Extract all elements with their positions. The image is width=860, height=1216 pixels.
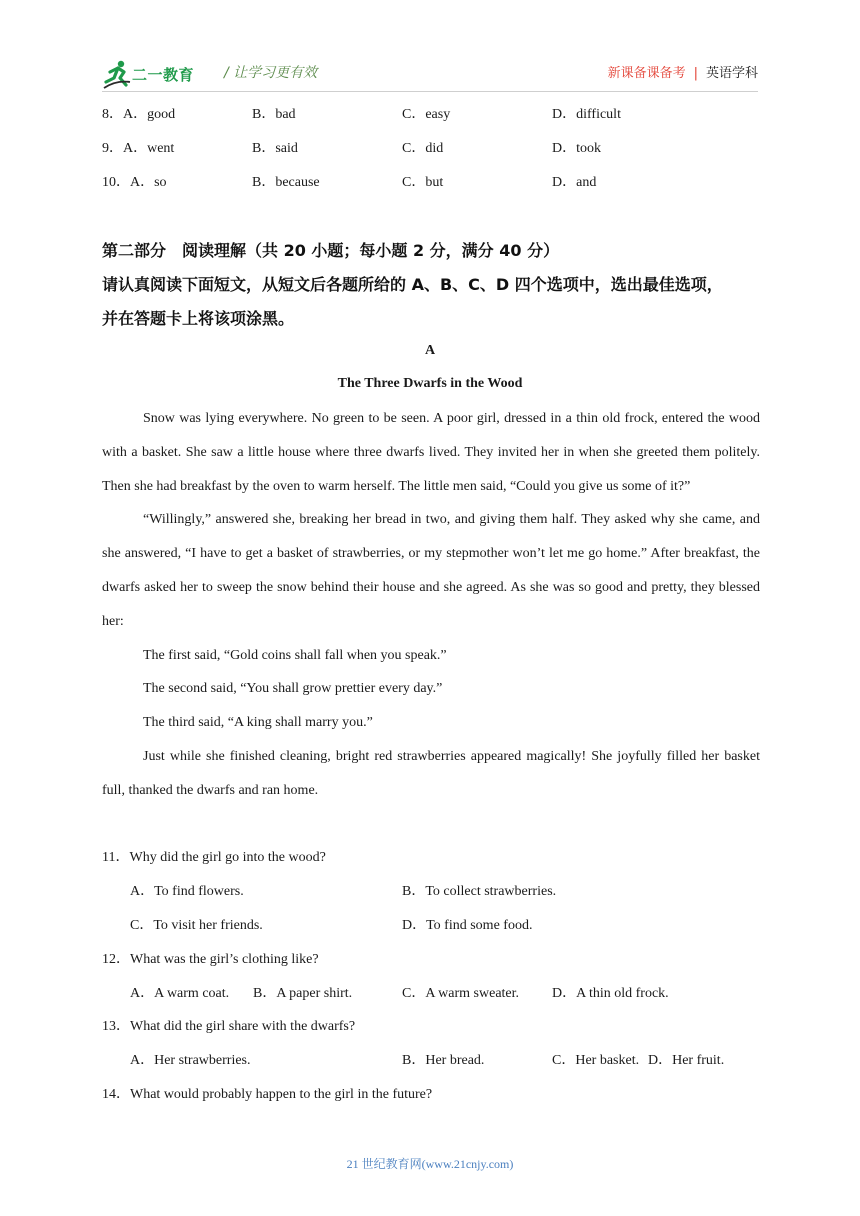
answer-option: D．Her fruit.: [648, 1053, 725, 1068]
answer-option: D．To find some food.: [402, 918, 533, 933]
answer-option: C．To visit her friends.: [130, 918, 263, 933]
paragraph: Snow was lying everywhere. No green to be seen. A poor girl, dressed in a thin old frock, entered the wood with a basket. She saw a little house where three dwarfs lived. They invited her in when she greeted them politely. Then she had breakfast by the oven to warm herself. The little men said, “Could you give us some of it?”: [102, 411, 760, 494]
option-c: C．did: [402, 141, 444, 156]
question-stem: 12．What was the girl’s clothing like?: [102, 952, 319, 967]
option-c: C．easy: [402, 107, 451, 122]
answer-option: C．A warm sweater.: [402, 986, 520, 1001]
page-header: [102, 58, 758, 90]
option-d: D．and: [552, 175, 597, 190]
paragraph: The second said, “You shall grow prettier every day.”: [143, 681, 443, 697]
option-b: B．because: [252, 175, 320, 190]
option-b: B．bad: [252, 107, 296, 122]
answer-option: A．To find flowers.: [130, 884, 244, 899]
option-a: 10．A．so: [102, 175, 167, 190]
header-divider: [102, 91, 758, 92]
subject-label: 英语学科: [705, 66, 758, 81]
passage-title: The Three Dwarfs in the Wood: [337, 376, 523, 391]
option-d: D．difficult: [552, 107, 621, 122]
option-c: C．but: [402, 175, 444, 190]
passage-body: [102, 402, 760, 808]
answer-option: D．A thin old frock.: [552, 986, 669, 1001]
header-tagline: 新课备课备考: [607, 66, 686, 81]
slogan: / 让学习更有效: [224, 65, 318, 81]
logo-text: 二一教育: [132, 66, 195, 84]
option-b: B．said: [252, 141, 298, 156]
option-a: 8．A．good: [102, 107, 176, 122]
paragraph: “Willingly,” answered she, breaking her bread in two, and giving them half. They asked why she came, and she answered, “I have to get a basket of strawberries, or my stepmother won’t let me go home.” After breakfast, the dwarfs asked her to sweep the snow behind their house and she agreed. As she was so good and pretty, they blessed her:: [102, 512, 760, 629]
option-a: 9．A．went: [102, 141, 175, 156]
paragraph: The third said, “A king shall marry you.”: [143, 715, 373, 731]
header-right: [608, 62, 758, 81]
question-stem: 13．What did the girl share with the dwarfs?: [102, 1019, 356, 1034]
answer-option: B．A paper shirt.: [253, 986, 353, 1001]
section-title: 第二部分 阅读理解（共 20 小题；每小题 2 分，满分 40 分）: [102, 241, 560, 260]
passage-label: A: [424, 343, 436, 358]
paragraph: Just while she finished cleaning, bright red strawberries appeared magically! She joyfully filled her basket full, thanked the dwarfs and ran home.: [102, 748, 760, 798]
option-d: D．took: [552, 141, 601, 156]
answer-option: B．Her bread.: [402, 1053, 485, 1068]
question-stem: 14．What would probably happen to the girl in the future?: [102, 1087, 433, 1102]
section-instruction-cont: 并在答题卡上将该项涂黑。: [102, 309, 295, 328]
answer-option: A．Her strawberries.: [130, 1053, 251, 1068]
header-separator: |: [693, 66, 698, 81]
answer-option: B．To collect strawberries.: [402, 884, 557, 899]
answer-option: C．Her basket.: [552, 1053, 640, 1068]
logo: [102, 58, 210, 90]
paragraph: The first said, “Gold coins shall fall when you speak.”: [143, 647, 447, 663]
page-footer: 21 世纪教育网(www.21cnjy.com): [346, 1157, 514, 1171]
question-stem: 11．Why did the girl go into the wood?: [102, 850, 326, 865]
running-figure-icon: [102, 58, 132, 90]
answer-option: A．A warm coat.: [130, 986, 230, 1001]
section-instruction: 请认真阅读下面短文，从短文后各题所给的 A、B、C、D 四个选项中，选出最佳选项，: [102, 275, 723, 294]
